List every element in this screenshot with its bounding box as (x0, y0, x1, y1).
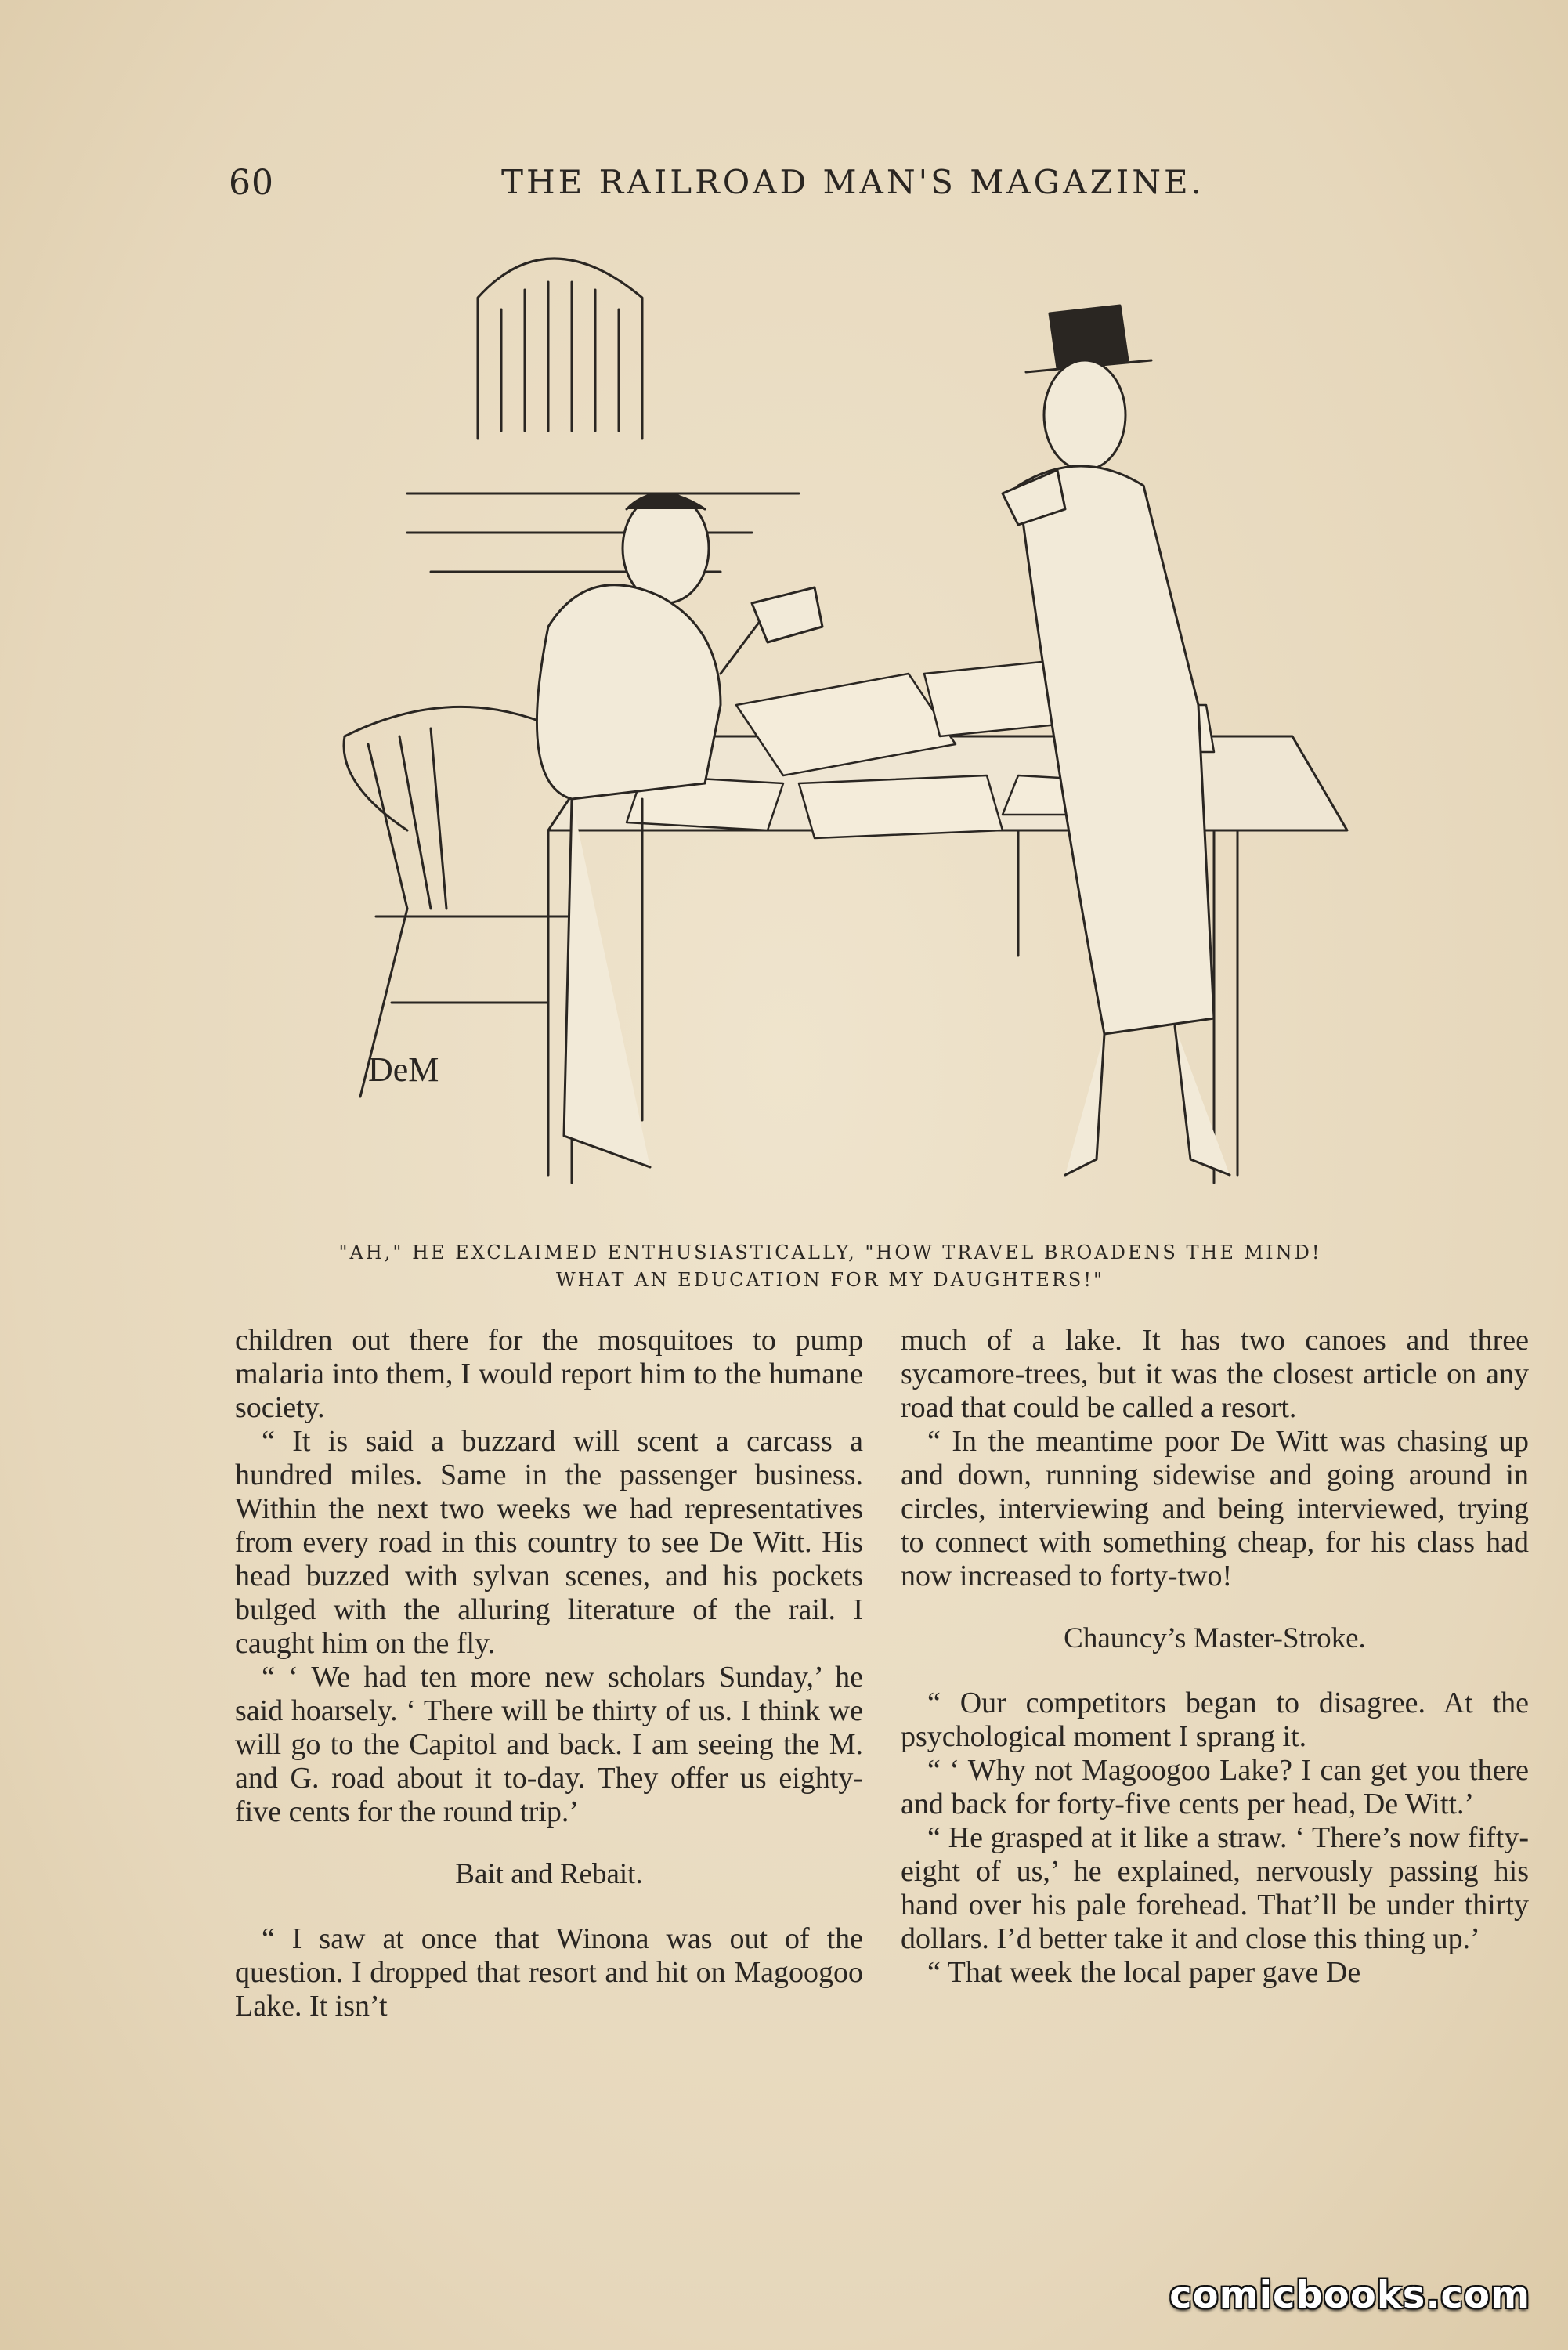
paragraph: “ He grasped at it like a straw. ‘ There’s now fifty-eight of us,’ he explained, nervously passing his hand over his pale forehead. That’ll be under thirty dollars. I’d better take it and close this thing up.’ (901, 1821, 1529, 1955)
paragraph: “ In the meantime poor De Witt was chasing up and down, running sidewise and going around in circles, interviewing and being interviewed, trying to connect with something cheap, for his class had now increased to forty-two! (901, 1425, 1529, 1593)
window-arch (407, 258, 799, 572)
page-number: 60 (229, 163, 274, 203)
caption-line-1: "AH," HE EXCLAIMED ENTHUSIASTICALLY, "HOW TRAVEL BROADENS THE MIND! (338, 1242, 1322, 1264)
paragraph: much of a lake. It has two canoes and three sycamore-trees, but it was the closest article on any road that could be called a resort. (901, 1324, 1529, 1424)
paragraph: “ I saw at once that Winona was out of the question. I dropped that resort and hit on Magoogoo Lake. It isn’t (235, 1922, 863, 2023)
paragraph: “ ‘ We had ten more new scholars Sunday,’ he said hoarsely. ‘ There will be thirty of us. I think we will go to the Capitol and back. I am seeing the M. and G. road about it to-day. They offer us eighty-five cents for the round trip.’ (235, 1661, 863, 1828)
illustration (313, 235, 1410, 1222)
paragraph: “ That week the local paper gave De (927, 1956, 1361, 1989)
paragraph: “ Our competitors began to disagree. At the psychological moment I sprang it. (901, 1687, 1529, 1753)
paragraph: children out there for the mosquitoes to pump malaria into them, I would report him to the humane society. (235, 1324, 863, 1424)
caption-line-2: WHAT AN EDUCATION FOR MY DAUGHTERS!" (555, 1269, 1105, 1291)
section-heading: Chauncy’s Master-Stroke. (1064, 1622, 1366, 1654)
running-head: THE RAILROAD MAN'S MAGAZINE. (501, 163, 1205, 201)
paragraph: “ It is said a buzzard will scent a carcass a hundred miles. Same in the passenger business. Within the next two weeks we had representatives from every road in this country to see De Witt. His head buzzed with sylvan scenes, and his pockets bulged with the alluring literature of the rail. I caught him on the fly. (235, 1425, 863, 1660)
watermark-logo: comicbooks.com (1169, 2273, 1530, 2317)
left-column (235, 1324, 863, 2023)
section-heading: Bait and Rebait. (455, 1858, 643, 1890)
artist-signature: DeM (368, 1050, 439, 1089)
right-column (901, 1324, 1529, 1990)
paragraph: “ ‘ Why not Magoogoo Lake? I can get you there and back for forty-five cents per head, De Witt.’ (901, 1754, 1529, 1820)
